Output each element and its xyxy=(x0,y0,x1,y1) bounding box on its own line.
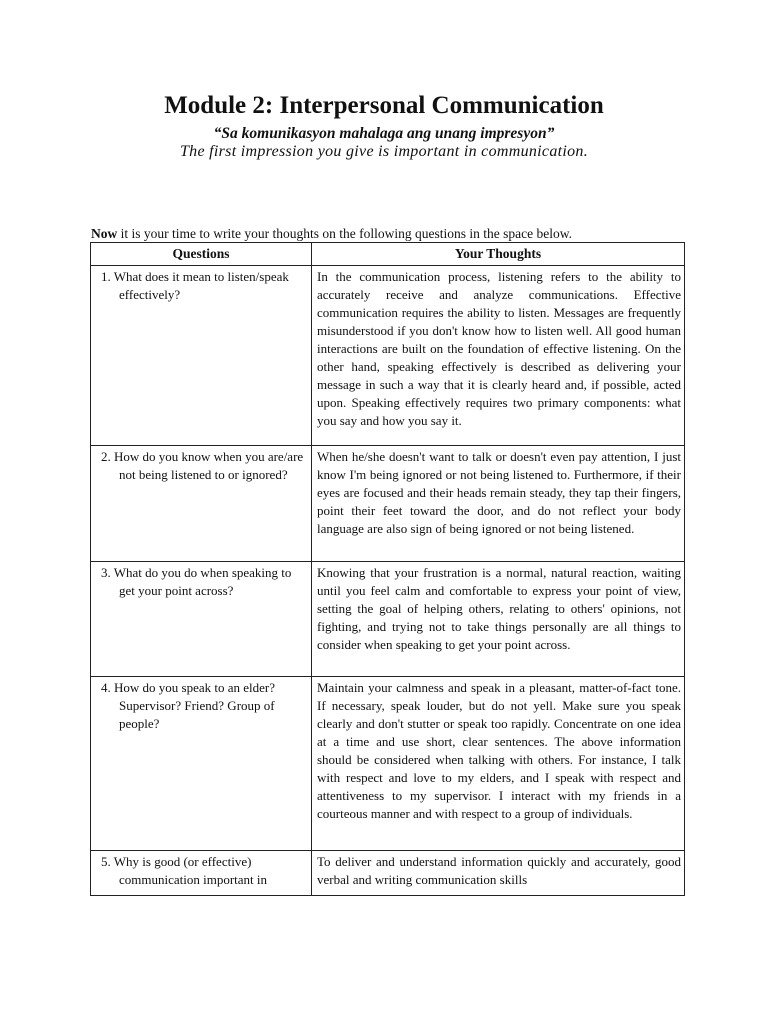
question-cell xyxy=(91,266,312,446)
question-cell xyxy=(91,851,312,896)
answer-cell: To deliver and understand information quickly and accurately, good verbal and writing communication skills xyxy=(312,851,685,896)
question-cell xyxy=(91,677,312,851)
question-text: 3. What do you do when speaking to get your point across? xyxy=(101,565,292,598)
question-text: 1. What does it mean to listen/speak effectively? xyxy=(101,269,289,302)
table-row xyxy=(91,851,685,896)
instructions-bold: Now xyxy=(91,226,118,241)
header-your-thoughts: Your Thoughts xyxy=(312,243,685,266)
document-subtitle: “Sa komunikasyon mahalaga ang unang impresyon” xyxy=(213,125,555,142)
table-row xyxy=(91,562,685,677)
table-row xyxy=(91,677,685,851)
question-text: 5. Why is good (or effective) communication important in xyxy=(101,854,268,887)
question-text: 4. How do you speak to an elder? Supervisor? Friend? Group of people? xyxy=(101,680,276,731)
instructions xyxy=(91,226,691,242)
answer-cell: In the communication process, listening refers to the ability to accurately receive and analyze communications. Effective communication requires the ability to listen. Messages are frequently misunderstood if you don't know how to listen well. All good human interactions are built on the foundation of effective listening. On the other hand, speaking effectively is described as delivering your message in such a way that it is clearly heard and, if possible, acted upon. Speaking effectively requires two primary components: what you say and how you say it. xyxy=(312,266,685,446)
header-questions: Questions xyxy=(91,243,312,266)
answer-cell: When he/she doesn't want to talk or doesn't even pay attention, I just know I'm being ignored or not being listened to. Furthermore, if their eyes are focused and their heads remain steady, they tap their fingers, point their feet toward the door, and do not reflect your body language are also sign of being ignored or not being listened. xyxy=(312,446,685,562)
instructions-text: it is your time to write your thoughts on the following questions in the space below. xyxy=(117,226,572,241)
table-row xyxy=(91,266,685,446)
table-row xyxy=(91,446,685,562)
question-text: 2. How do you know when you are/are not being listened to or ignored? xyxy=(101,449,304,482)
questions-table xyxy=(90,242,685,896)
document-title: Module 2: Interpersonal Communication xyxy=(164,92,604,119)
answer-cell: Maintain your calmness and speak in a pleasant, matter-of-fact tone. If necessary, speak louder, but do not yell. Make sure you speak clearly and don't stutter or speak too rapidly. Concentrate on one idea at a time and use short, clear sentences. The above information should be considered when talking with others. For instance, I talk with respect and love to my elders, and I speak with respect and attentiveness to my supervisor. I interact with my friends in a courteous manner and with respect to a group of individuals. xyxy=(312,677,685,851)
question-cell xyxy=(91,446,312,562)
answer-cell: Knowing that your frustration is a normal, natural reaction, waiting until you feel calm and comfortable to express your point of view, setting the goal of helping others, relating to others' opinions, not fighting, and trying not to take things personally are all things to consider when speaking to get your point across. xyxy=(312,562,685,677)
subtitle-translation: The first impression you give is important in communication. xyxy=(179,143,589,160)
table-header-row xyxy=(91,243,685,266)
question-cell xyxy=(91,562,312,677)
